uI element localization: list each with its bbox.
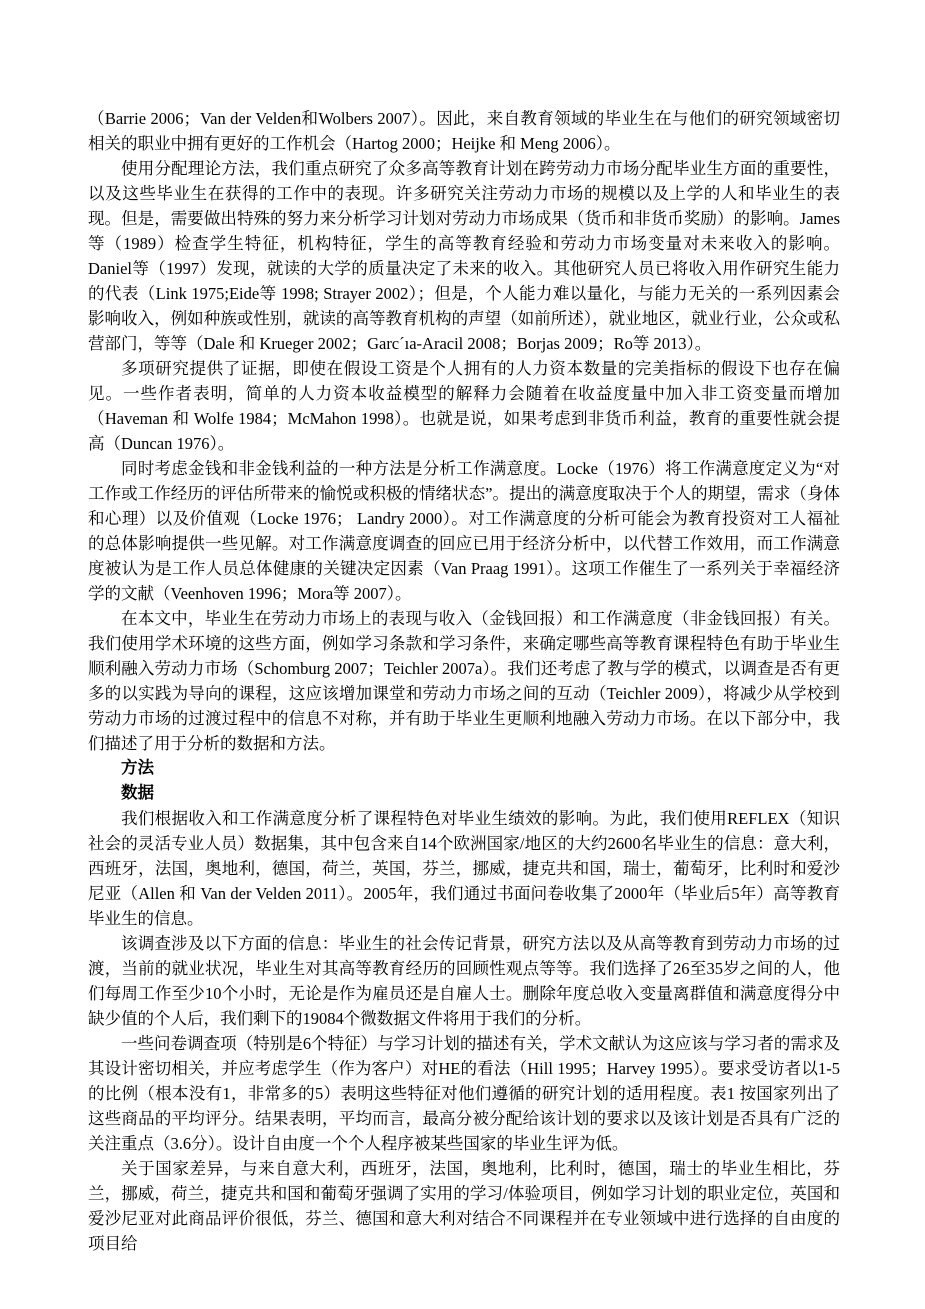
paragraph-continuation: （Barrie 2006；Van der Velden和Wolbers 2007）。因此，来自教育领域的毕业生在与他们的研究领域密切相关的职业中拥有更好的工作机会（Hartog 2000；Heijke 和 Meng 2006）。 xyxy=(88,109,840,153)
paragraph-allocation-theory: 使用分配理论方法，我们重点研究了众多高等教育计划在跨劳动力市场分配毕业生方面的重要性，以及这些毕业生在获得的工作中的表现。许多研究关注劳动力市场的规模以及上学的人和毕业生的表现。但是，需要做出特殊的努力来分析学习计划对劳动力市场成果（货币和非货币奖励）的影响。James等（1989）检查学生特征，机构特征，学生的高等教育经验和劳动力市场变量对未来收入的影响。Daniel等（1997）发现，就读的大学的质量决定了未来的收入。其他研究人员已将收入用作研究生能力的代表（Link 1975;Eide等 1998; Strayer 2002）；但是，个人能力难以量化，与能力无关的一系列因素会影响收入，例如种族或性别，就读的高等教育机构的声望（如前所述），就业地区，就业行业，公众或私营部门，等等（Dale 和 Krueger 2002；Garc´ıa-Aracil 2008；Borjas 2009；Ro等 2013）。 xyxy=(88,159,840,353)
paragraph-questionnaire-items: 一些问卷调查项（特别是6个特征）与学习计划的描述有关，学术文献认为这应该与学习者的需求及其设计密切相关，并应考虑学生（作为客户）对HE的看法（Hill 1995；Harvey 1995）。要求受访者以1-5的比例（根本没有1，非常多的5）表明这些特征对他们遵循的研究计划的适用程度。表1 按国家列出了这些商品的平均评分。结果表明，平均而言，最高分被分配给该计划的要求以及该计划是否具有广泛的关注重点（3.6分）。设计自由度一个个人程序被某些国家的毕业生评为低。 xyxy=(88,1034,840,1153)
document-body xyxy=(88,106,840,1256)
section-heading-methods: 方法 xyxy=(121,759,154,777)
section-heading-data: 数据 xyxy=(121,784,154,802)
paragraph-wage-bias-evidence: 多项研究提供了证据，即使在假设工资是个人拥有的人力资本数量的完美指标的假设下也存在偏见。一些作者表明，简单的人力资本收益模型的解释力会随着在收益度量中加入非工资变量而增加（Haveman 和 Wolfe 1984；McMahon 1998）。也就是说，如果考虑到非货币利益，教育的重要性就会提高（Duncan 1976）。 xyxy=(88,359,840,453)
paragraph-job-satisfaction: 同时考虑金钱和非金钱利益的一种方法是分析工作满意度。Locke（1976）将工作满意度定义为“对工作或工作经历的评估所带来的愉悦或积极的情绪状态”。提出的满意度取决于个人的期望，需求（身体和心理）以及价值观（Locke 1976； Landry 2000）。对工作满意度的分析可能会为教育投资对工人福祉的总体影响提供一些见解。对工作满意度调查的回应已用于经济分析中，以代替工作效用，而工作满意度被认为是工作人员总体健康的关键决定因素（Van Praag 1991）。这项工作催生了一系列关于幸福经济学的文献（Veenhoven 1996；Mora等 2007）。 xyxy=(88,459,840,603)
paragraph-paper-scope: 在本文中，毕业生在劳动力市场上的表现与收入（金钱回报）和工作满意度（非金钱回报）有关。我们使用学术环境的这些方面，例如学习条款和学习条件，来确定哪些高等教育课程特色有助于毕业生顺利融入劳动力市场（Schomburg 2007；Teichler 2007a）。我们还考虑了教与学的模式，以调查是否有更多的以实践为导向的课程，这应该增加课堂和劳动力市场之间的互动（Teichler 2009），将减少从学校到劳动力市场的过渡过程中的信息不对称，并有助于毕业生更顺利地融入劳动力市场。在以下部分中，我们描述了用于分析的数据和方法。 xyxy=(88,609,840,753)
paragraph-reflex-dataset: 我们根据收入和工作满意度分析了课程特色对毕业生绩效的影响。为此，我们使用REFLEX（知识社会的灵活专业人员）数据集，其中包含来自14个欧洲国家/地区的大约2600名毕业生的信息：意大利，西班牙，法国，奥地利，德国，荷兰，英国，芬兰，挪威，捷克共和国，瑞士，葡萄牙，比利时和爱沙尼亚（Allen 和 Van der Velden 2011）。2005年，我们通过书面问卷收集了2000年（毕业后5年）高等教育毕业生的信息。 xyxy=(88,809,840,928)
paragraph-country-differences: 关于国家差异，与来自意大利，西班牙，法国，奥地利，比利时，德国，瑞士的毕业生相比，芬兰，挪威，荷兰，捷克共和国和葡萄牙强调了实用的学习/体验项目，例如学习计划的职业定位，英国和爱沙尼亚对此商品评价很低，芬兰、德国和意大利对结合不同课程并在专业领域中进行选择的自由度的项目给 xyxy=(88,1159,840,1253)
paragraph-survey-scope: 该调查涉及以下方面的信息：毕业生的社会传记背景，研究方法以及从高等教育到劳动力市场的过渡，当前的就业状况，毕业生对其高等教育经历的回顾性观点等等。我们选择了26至35岁之间的人，他们每周工作至少10个小时，无论是作为雇员还是自雇人士。删除年度总收入变量离群值和满意度得分中缺少值的个人后，我们剩下的19084个微数据文件将用于我们的分析。 xyxy=(88,934,840,1028)
